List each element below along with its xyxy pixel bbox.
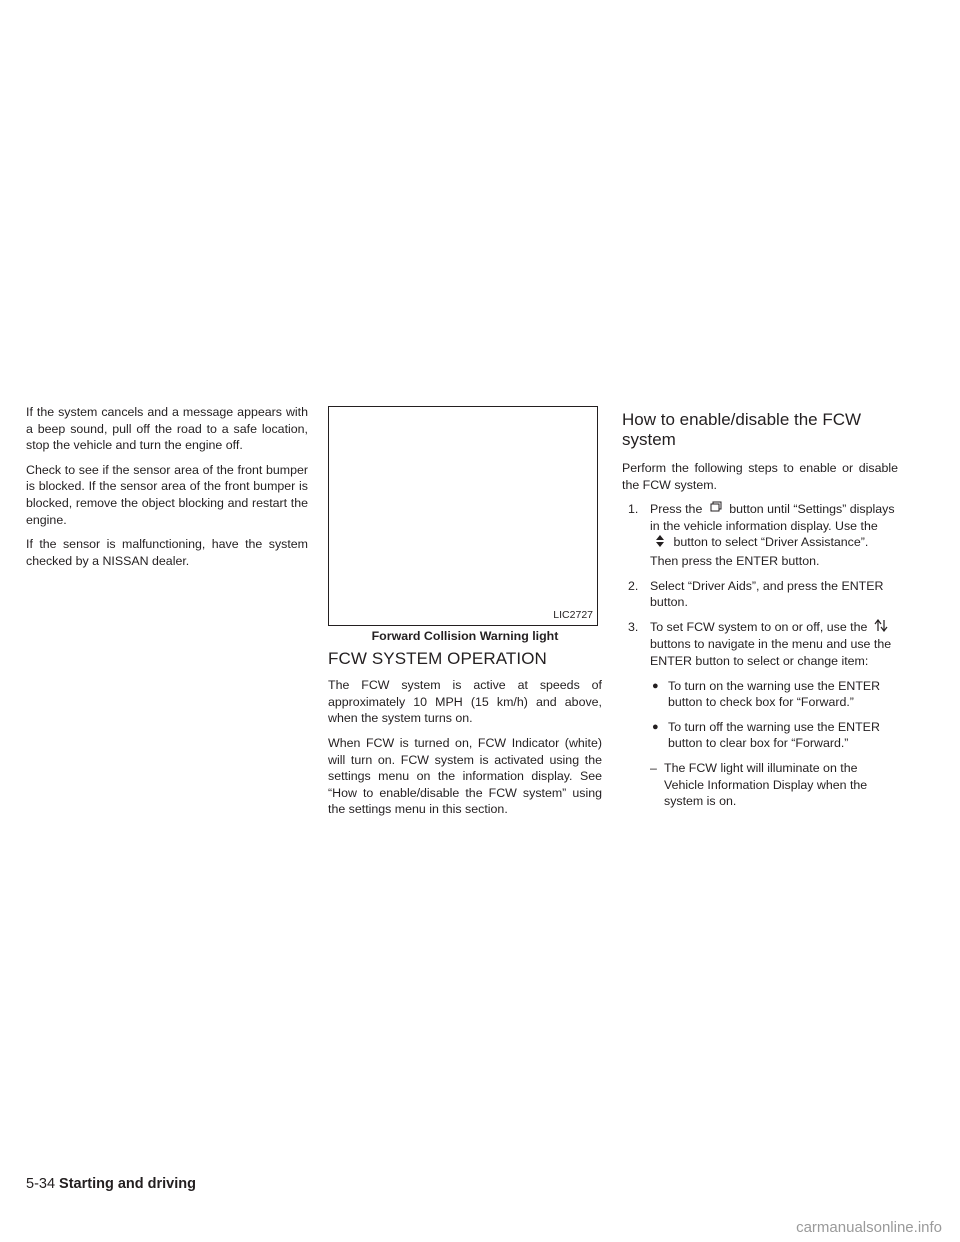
bullet-turn-off (650, 719, 898, 752)
paragraph-sensor-malfunction: If the sensor is malfunctioning, have the system checked by a NISSAN dealer. (26, 537, 308, 568)
figure-placeholder (328, 406, 598, 626)
section-heading-enable-disable: How to enable/disable the FCW system (622, 410, 862, 449)
step-text: button until “Settings” displays in the vehicle information display. Use the (650, 502, 895, 533)
middle-column (328, 406, 602, 826)
dash-note (622, 760, 898, 810)
bullet-turn-on (650, 678, 898, 711)
step-text: Select “Driver Aids”, and press the ENTER button. (650, 578, 884, 610)
up-down-arrows-icon (650, 534, 670, 553)
step-3 (622, 619, 898, 670)
step-2 (622, 578, 898, 611)
figure-code: LIC2727 (553, 609, 593, 622)
page-footer (26, 1176, 196, 1192)
step-number: 1. (628, 502, 639, 517)
paragraph-fcw-indicator: When FCW is turned on, FCW Indicator (white) will turn on. FCW system is activated using the settings menu on the information display. See “How to enable/disable the FCW system” using the settings menu in this section. (328, 735, 602, 817)
bullet-icon: ● (652, 679, 659, 692)
paragraph-system-cancels: If the system cancels and a message appears with a beep sound, pull off the road to a safe location, stop the vehicle and turn the engine off. (26, 405, 308, 453)
watermark: carmanualsonline.info (796, 1219, 942, 1236)
paragraph-fcw-active: The FCW system is active at speeds of approximately 10 MPH (15 km/h) and above, when the system turns on. (328, 678, 602, 726)
section-heading-fcw-operation: FCW SYSTEM OPERATION (328, 648, 547, 668)
menu-button-icon (706, 501, 726, 518)
step-number: 2. (628, 578, 639, 593)
steps-list (622, 501, 898, 669)
step-text: button to select “Driver Assistance”. Then press the ENTER button. (650, 535, 869, 568)
step-text: To set FCW system to on or off, use the (650, 619, 868, 634)
step-text: buttons to navigate in the menu and use the ENTER button to select or change item: (650, 637, 892, 668)
left-column (26, 404, 308, 577)
up-down-icon (871, 619, 891, 637)
bullet-icon: ● (652, 720, 659, 733)
dash-text: The FCW light will illuminate on the Vehicle Information Display when the system is on. (664, 760, 868, 809)
step-text: Press the (650, 502, 703, 517)
chapter-title: Starting and driving (59, 1176, 196, 1192)
right-column (622, 410, 898, 818)
bullet-text: To turn on the warning use the ENTER button to check box for “Forward.” (668, 678, 881, 710)
paragraph-intro: Perform the following steps to enable or disable the FCW system. (622, 461, 898, 492)
bullet-text: To turn off the warning use the ENTER button to clear box for “Forward.” (668, 719, 880, 751)
figure-caption: Forward Collision Warning light (371, 629, 559, 643)
step-number: 3. (628, 619, 639, 634)
step-1 (622, 501, 898, 569)
bullets-list (650, 678, 898, 752)
page-number: 5-34 (26, 1176, 56, 1192)
paragraph-sensor-blocked: Check to see if the sensor area of the front bumper is blocked. If the sensor area of the front bumper is blocked, remove the object blocking and restart the engine. (26, 462, 308, 527)
dash-icon: – (650, 760, 657, 775)
